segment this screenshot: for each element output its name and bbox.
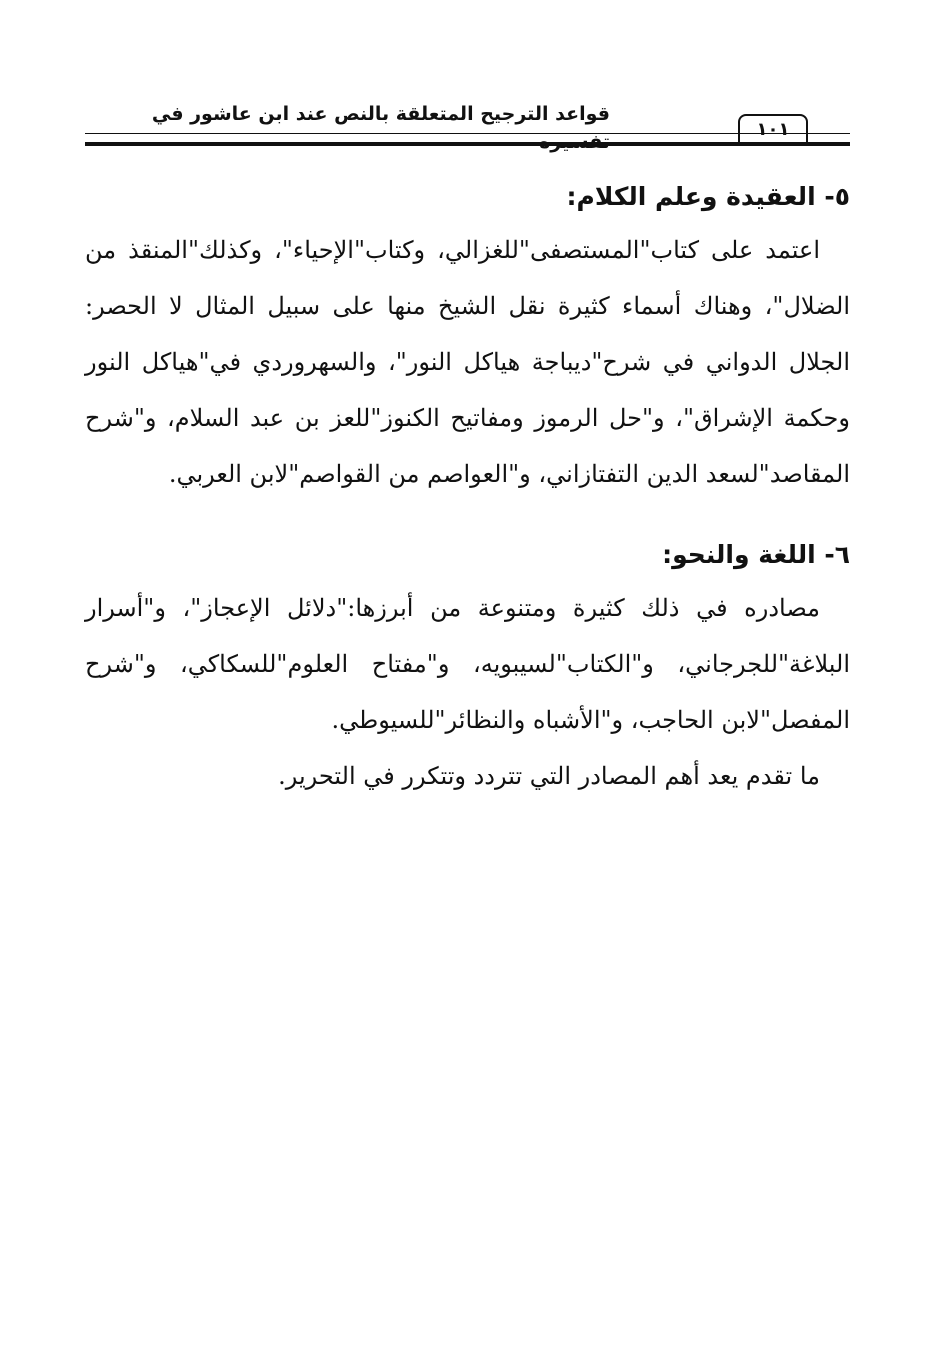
section-paragraph-aqeedah: اعتمد على كتاب"المستصفى"للغزالي، وكتاب"الإحياء"، وكذلك"المنقذ من الضلال"، وهناك أسماء كثيرة نقل الشيخ منها على سبيل المثال لا الحصر: الجلال الدواني في شرح"ديباجة هياكل النور"، والسهروردي في"هياكل النور وحكمة الإشراق"، و"حل الرموز ومفاتيح الكنوز"للعز بن عبد السلام، و"شرح المقاصد"لسعد الدين التفتازاني، و"العواصم من القواصم"لابن العربي. [85, 236, 850, 488]
closing-paragraph: ما تقدم يعد أهم المصادر التي تتردد وتتكرر في التحرير. [278, 762, 820, 790]
section-paragraph-language: مصادره في ذلك كثيرة ومتنوعة من أبرزها:"دلائل الإعجاز"، و"أسرار البلاغة"للجرجاني، و"الكتاب"لسيبويه، و"مفتاح العلوم"للسكاكي، و"شرح المفصل"لابن الحاجب، و"الأشباه والنظائر"للسيوطي. [85, 594, 850, 734]
header-rule-thick [85, 142, 850, 146]
header-rule-thin [85, 133, 850, 134]
section-spacer [85, 502, 850, 530]
running-header-title: قواعد الترجيح المتعلقة بالنص عند ابن عاشور في تفسيره [151, 103, 610, 153]
page-body [85, 172, 850, 804]
section-heading-language: ٦- اللغة والنحو: [662, 540, 850, 569]
page-number: ١٠١ [738, 114, 808, 144]
section-heading-aqeedah: ٥- العقيدة وعلم الكلام: [566, 182, 850, 211]
